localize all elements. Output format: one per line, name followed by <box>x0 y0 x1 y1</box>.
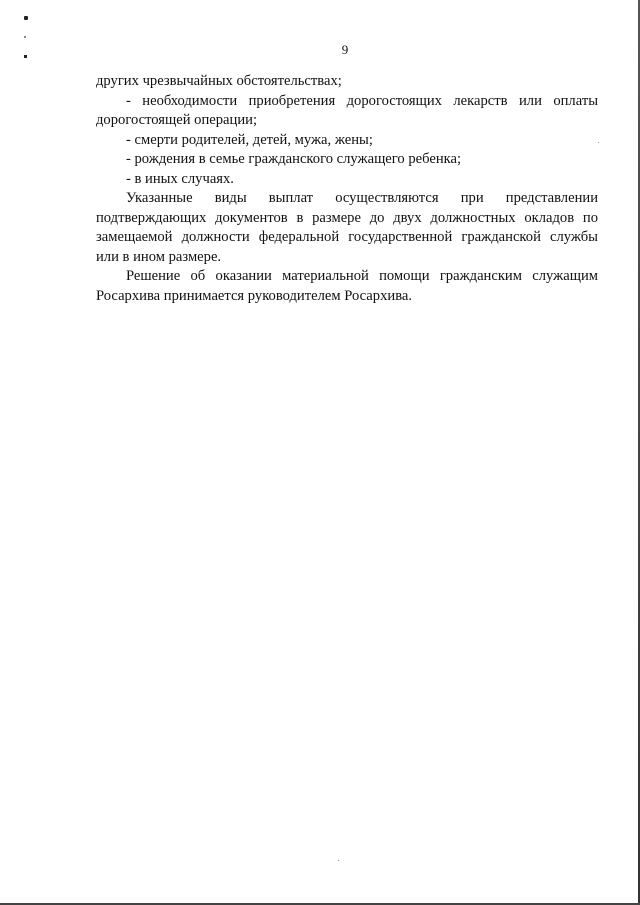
scan-margin-mark <box>24 16 28 20</box>
paragraph-payments-line: замещаемой должности федеральной государственной гражданской службы <box>96 229 598 245</box>
paragraph-decision-line: Решение об оказании материальной помощи гражданским служащим <box>126 268 598 284</box>
paragraph-payments-line: подтверждающих документов в размере до двух должностных окладов по <box>96 209 598 226</box>
paragraph-decision-line: Росархива принимается руководителем Росархива. <box>96 287 413 304</box>
scan-speck <box>598 142 599 143</box>
page-number: 9 <box>341 42 349 57</box>
paragraph-payments-line: или в ином размере. <box>96 248 222 265</box>
bullet-medicine: - необходимости приобретения дорогостоящих лекарств или оплаты <box>126 92 598 109</box>
document-body <box>96 72 598 306</box>
scan-speck <box>338 860 339 861</box>
bullet-other: - в иных случаях. <box>126 170 234 187</box>
paragraph-payments-line: Указанные виды выплат осуществляются при представлении <box>126 190 598 206</box>
bullet-birth: - рождения в семье гражданского служащего ребенка; <box>126 151 462 167</box>
text-line: других чрезвычайных обстоятельствах; <box>96 73 342 89</box>
text-line: дорогостоящей операции; <box>96 112 258 128</box>
bullet-death: - смерти родителей, детей, мужа, жены; <box>126 131 373 148</box>
scan-margin-mark <box>24 36 26 38</box>
